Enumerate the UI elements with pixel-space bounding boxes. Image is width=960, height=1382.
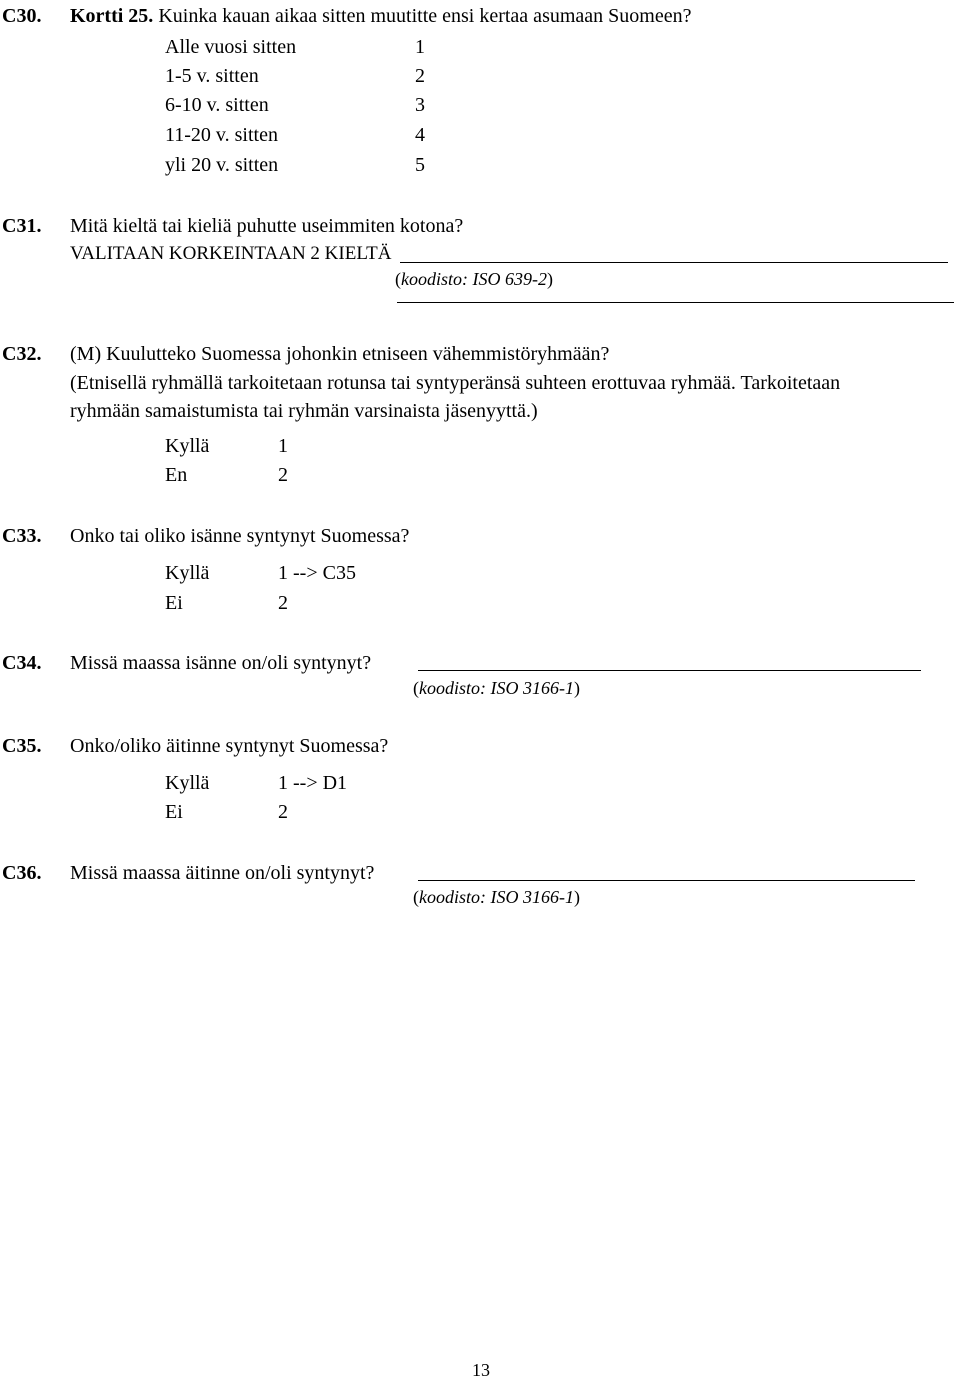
question-number-c33: C33.	[2, 525, 42, 547]
answer-line[interactable]	[397, 302, 954, 303]
option-label: Alle vuosi sitten	[165, 36, 297, 58]
option-code: 3	[415, 94, 425, 116]
question-c30	[70, 4, 691, 28]
option-label: Kyllä	[165, 435, 210, 457]
question-text-c35: Onko/oliko äitinne syntynyt Suomessa?	[70, 735, 389, 757]
option-label: Kyllä	[165, 562, 210, 584]
option-label: Kyllä	[165, 772, 210, 794]
option-code: 1 --> D1	[278, 772, 348, 794]
option-code: 2	[415, 65, 425, 87]
code-reference: (koodisto: ISO 3166-1)	[413, 887, 580, 907]
option-label: Ei	[165, 592, 183, 614]
page-number: 13	[472, 1360, 490, 1380]
question-number-c36: C36.	[2, 862, 42, 884]
question-number-c32: C32.	[2, 343, 42, 365]
answer-line[interactable]	[400, 262, 948, 263]
option-label: 6-10 v. sitten	[165, 94, 269, 116]
note-text: ryhmään samaistumista tai ryhmän varsinaista jäsenyyttä.)	[70, 400, 538, 422]
option-label: Ei	[165, 801, 183, 823]
question-text: Kuinka kauan aikaa sitten muutitte ensi kertaa asumaan Suomeen?	[158, 5, 692, 27]
answer-line[interactable]	[418, 880, 915, 881]
answer-line[interactable]	[418, 670, 921, 671]
option-code: 1 --> C35	[278, 562, 356, 584]
instruction-text: VALITAAN KORKEINTAAN 2 KIELTÄ	[70, 243, 392, 264]
question-text-c34: Missä maassa isänne on/oli syntynyt?	[70, 652, 372, 674]
code-reference: (koodisto: ISO 639-2)	[395, 269, 553, 289]
question-number-c31: C31.	[2, 215, 42, 237]
option-code: 1	[415, 36, 425, 58]
option-label: 11-20 v. sitten	[165, 124, 278, 146]
option-code: 1	[278, 435, 288, 457]
code-reference: (koodisto: ISO 3166-1)	[413, 678, 580, 698]
card-reference: Kortti 25.	[70, 5, 154, 27]
option-label: En	[165, 464, 188, 486]
option-label: 1-5 v. sitten	[165, 65, 259, 87]
option-code: 4	[415, 124, 425, 146]
question-number-c34: C34.	[2, 652, 42, 674]
question-number-c35: C35.	[2, 735, 42, 757]
option-code: 5	[415, 154, 425, 176]
question-text-c36: Missä maassa äitinne on/oli syntynyt?	[70, 862, 375, 884]
option-code: 2	[278, 464, 288, 486]
option-code: 2	[278, 801, 288, 823]
question-number-c30: C30.	[2, 5, 42, 27]
question-text-c31: Mitä kieltä tai kieliä puhutte useimmiten kotona?	[70, 215, 464, 237]
option-label: yli 20 v. sitten	[165, 154, 279, 176]
note-text: (Etnisellä ryhmällä tarkoitetaan rotunsa tai syntyperänsä suhteen erottuvaa ryhmää. Tarkoitetaan	[70, 372, 841, 394]
option-code: 2	[278, 592, 288, 614]
question-text-c33: Onko tai oliko isänne syntynyt Suomessa?	[70, 525, 410, 547]
question-text-c32: (M) Kuulutteko Suomessa johonkin etniseen vähemmistöryhmään?	[70, 343, 610, 365]
